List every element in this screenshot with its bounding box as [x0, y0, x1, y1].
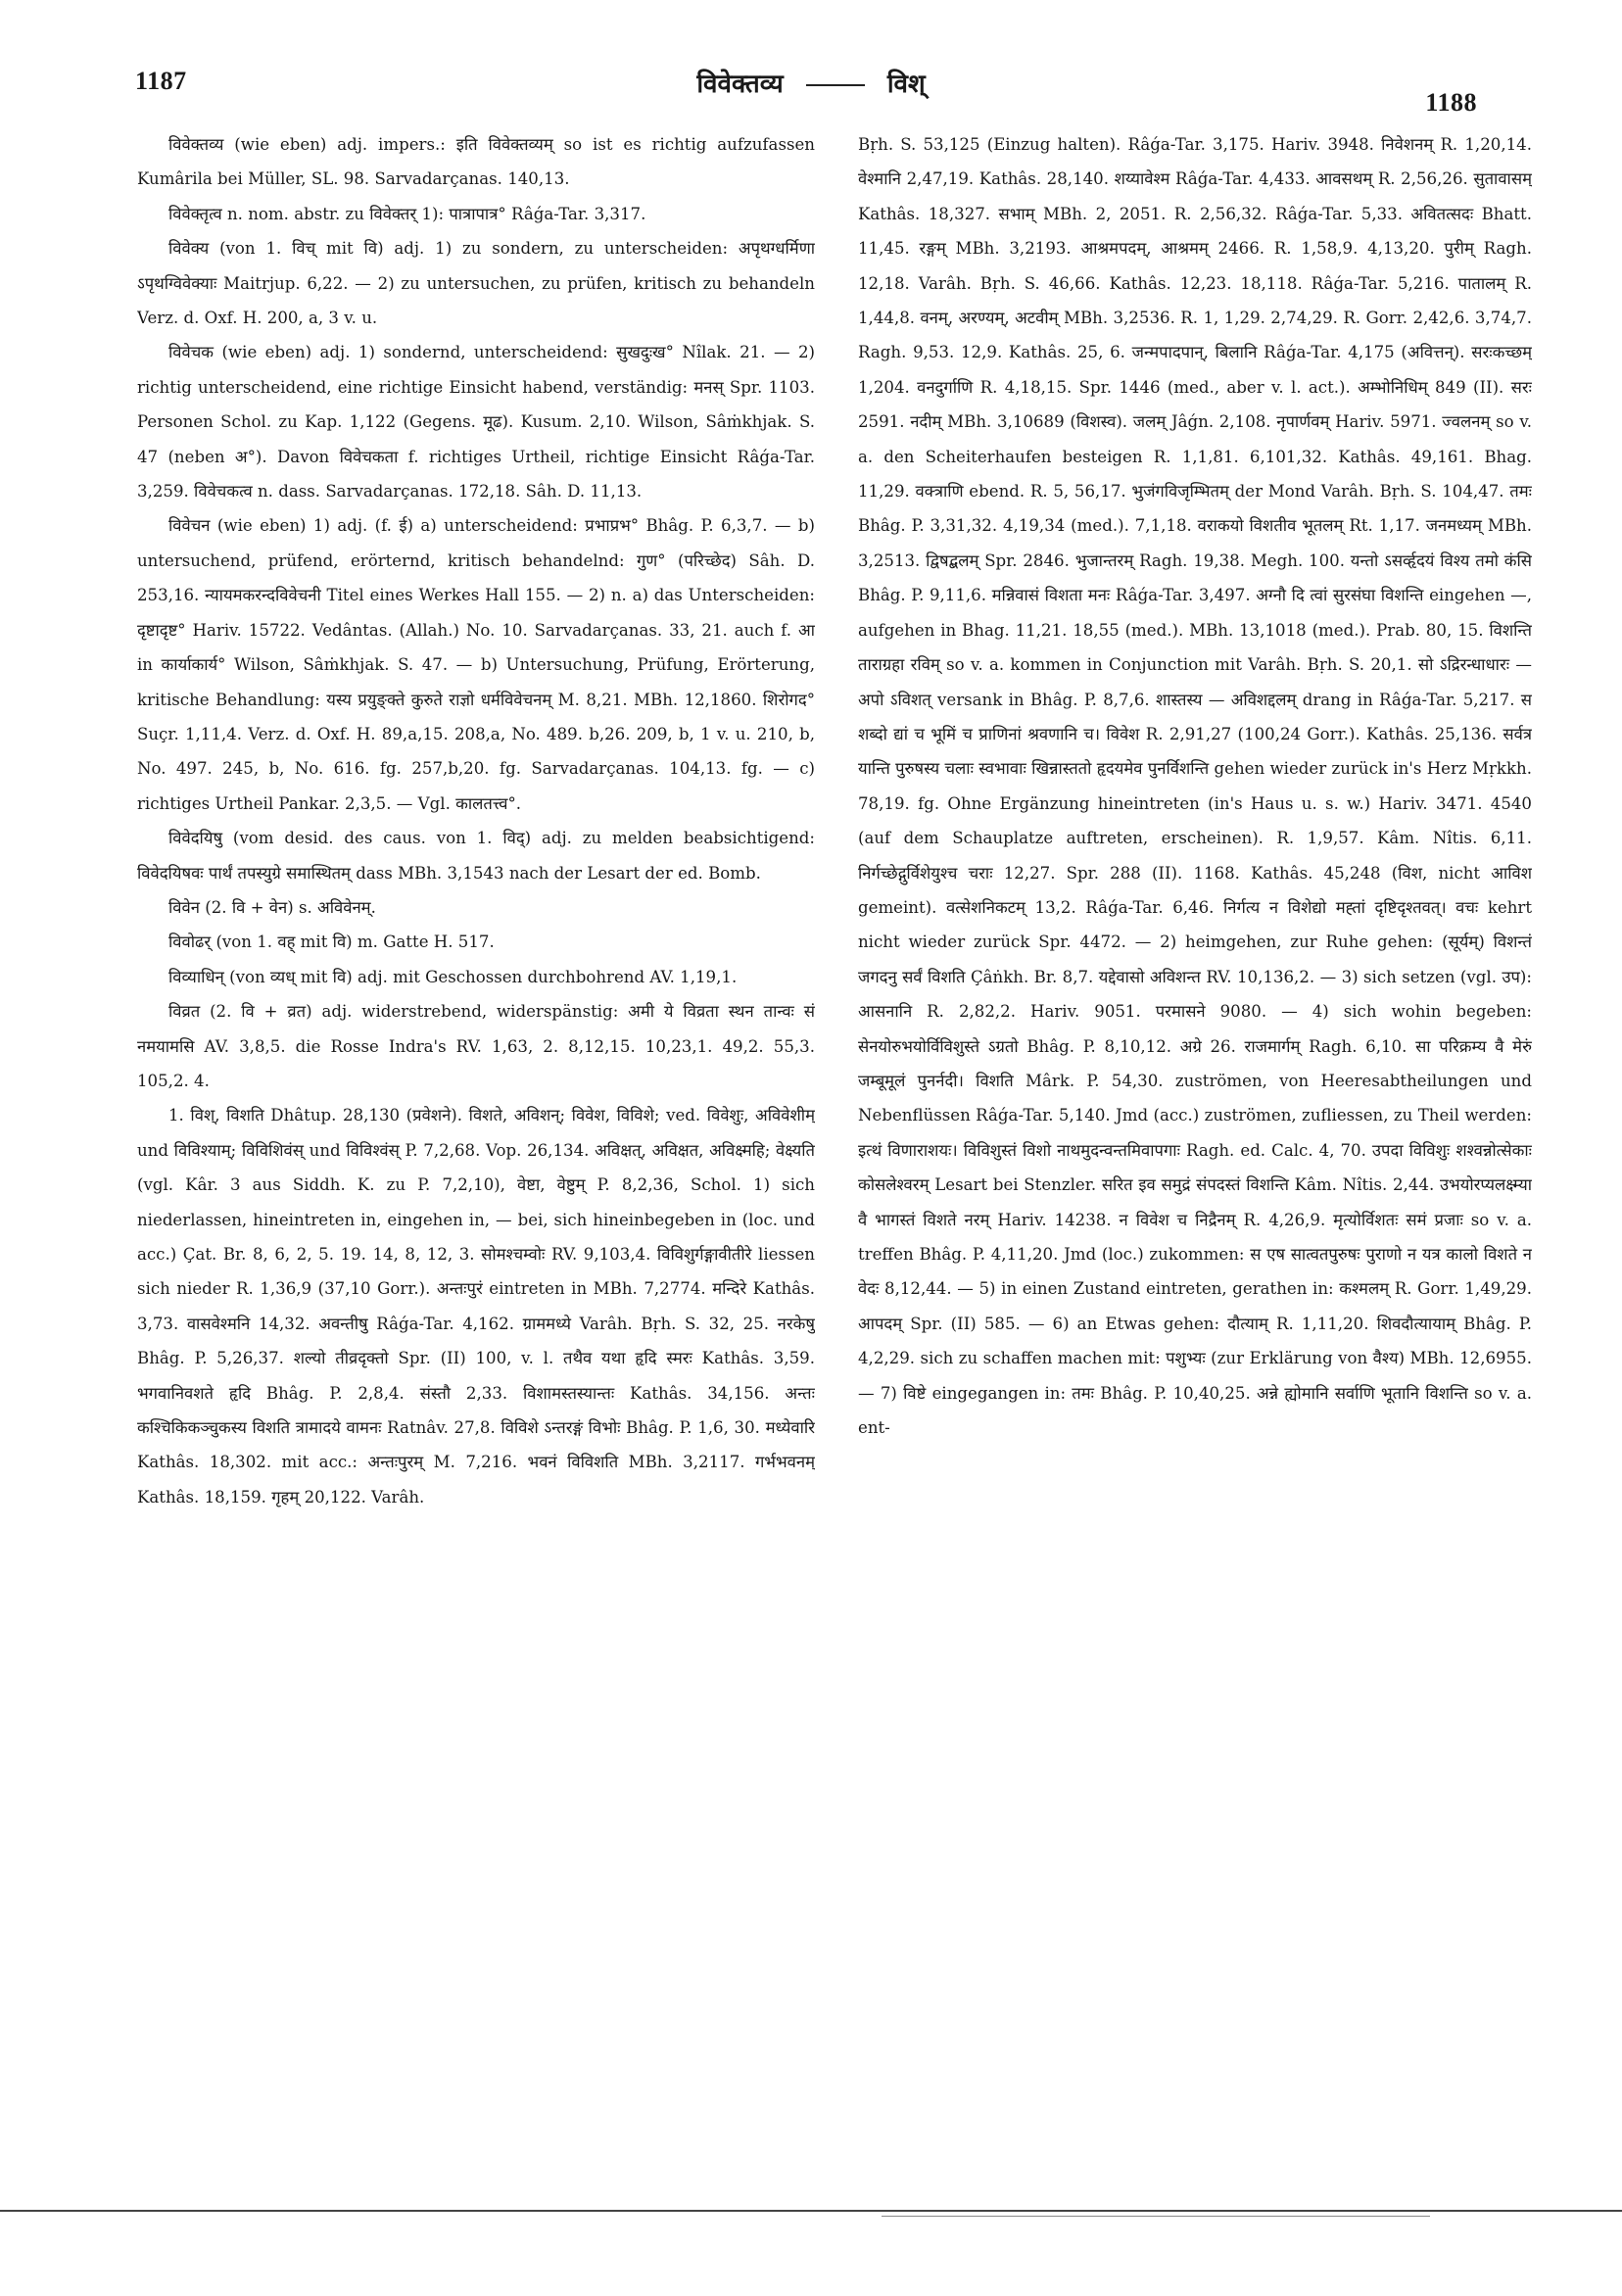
- entry-paragraph: विवेचक (wie eben) adj. 1) sondernd, unterscheidend: सुखदुःख° Nîlak. 21. — 2) richtig unterscheidend, eine richtige Einsicht habend, verständig: मनस् Spr. 1103. Personen Schol. zu Kap. 1,122 (Gegens. मूढ). Kusum. 2,10. Wilson, Sâṁkhjak. S. 47 (neben अ°). Davon विवेचकता f. richtiges Urtheil, richtige Einsicht Râǵa-Tar. 3,259. विवेचकत्व n. dass. Sarvadarçanas. 172,18. Sâh. D. 11,13.: [137, 343, 815, 502]
- headword-dash: [806, 84, 865, 86]
- entry-paragraph: विवेन (2. वि + वेन) s. अविवेनम्.: [168, 897, 376, 917]
- entry-paragraph: विवोढर् (von 1. वह् mit वि) m. Gatte H. 517.: [168, 933, 495, 952]
- entry-paragraph: विवेदयिषु (vom desid. des caus. von 1. विद्) adj. zu melden beabsichtigend: विवेदयिषवः पार्थं तपस्युग्रे समास्थितम् dass MBh. 3,1543 nach der Lesart der ed. Bomb.: [137, 829, 815, 883]
- entry-paragraph: 1. विश्, विशति Dhâtup. 28,130 (प्रवेशने). विशते, अविशन्; विवेश, विविशे; ved. विवेशुः, अविवेशीम् und विविश्याम्; विविशिवंस् und विविश्वंस् P. 7,2,68. Vop. 26,134. अविक्षत्, अविक्षत, अविक्ष्महि; वेक्ष्यति (vgl. Kâr. 3 aus Siddh. K. zu P. 7,2,10), वेष्टा, वेष्टुम् P. 8,2,36, Schol. 1) sich niederlassen, hineintreten in, eingehen in, — bei, sich hineinbegeben in (loc. und acc.) Çat. Br. 8, 6, 2, 5. 19. 14, 8, 12, 3. सोमश्चम्वोः RV. 9,103,4. विविशुर्गङ्गावीतीरे liessen sich nieder R. 1,36,9 (37,10 Gorr.). अन्तःपुरं eintreten in MBh. 7,2774. मन्दिरे Kathâs. 3,73. वासवेश्मनि 14,32. अवन्तीषु Râǵa-Tar. 4,162. ग्राममध्ये Varâh. Bṛh. S. 32, 25. नरकेषु Bhâg. P. 5,26,37. शल्यो तीव्रदृक्तो Spr. (II) 100, v. l. तथैव यथा हृदि स्मरः Kathâs. 3,59. भगवानिवशते हृदि Bhâg. P. 2,8,4. संस्तौ 2,33. विशामस्तस्यान्तः Kathâs. 34,156. अन्तः कश्चिकिकञ्चुकस्य विशति त्रामादये वामनः Ratnâv. 27,8. विविशे ऽन्तरङ्गं विभोः Bhâg. P. 1,6, 30. मध्येवारि Kathâs. 18,302. mit acc.: अन्तःपुरम् M. 7,216. भवनं विविशति MBh. 3,2117. गर्भभवनम् Kathâs. 18,159. गृहम् 20,122. Varâh.: [137, 1106, 815, 1507]
- entry-paragraph: विवेक्तृत्व n. nom. abstr. zu विवेक्तर् 1): पात्रापात्र° Râǵa-Tar. 3,317.: [168, 204, 646, 223]
- entry-paragraph: विव्याधिन् (von व्यध् mit वि) adj. mit Geschossen durchbohrend AV. 1,19,1.: [168, 967, 738, 986]
- left-column: [137, 127, 815, 2042]
- entry-paragraph: विवेचन (wie eben) 1) adj. (f. ई) a) unterscheidend: प्रभाप्रभ° Bhâg. P. 6,3,7. — b) untersuchend, prüfend, erörternd, kritisch behandelnd: गुण° (परिच्छेद) Sâh. D. 253,16. न्यायमकरन्दविवेचनी Titel eines Werkes Hall 155. — 2) n. a) das Unterscheiden: दृष्टादृष्ट° Hariv. 15722. Vedântas. (Allah.) No. 10. Sarvadarçanas. 33, 21. auch f. आ in कार्याकार्य° Wilson, Sâṁkhjak. S. 47. — b) Untersuchung, Prüfung, Erörterung, kritische Behandlung: यस्य प्रयुङ्क्ते कुरुते राज्ञो धर्मविवेचनम् M. 8,21. MBh. 12,1860. शिरोगद° Suçr. 1,11,4. Verz. d. Oxf. H. 89,a,15. 208,a, No. 489. b,26. 209, b, 1 v. u. 210, b, No. 497. 245, b, No. 616. fg. 257,b,20. fg. Sarvadarçanas. 104,13. fg. — c) richtiges Urtheil Pankar. 2,3,5. — Vgl. कालतत्त्व°.: [137, 516, 815, 813]
- running-head: [0, 65, 1622, 100]
- entry-paragraph: विव्रत (2. वि + व्रत) adj. widerstrebend, widerspänstig: अमी ये विव्रता स्थन तान्वः सं नमयामसि AV. 3,8,5. die Rosse Indra's RV. 1,63, 2. 8,12,15. 10,23,1. 49,2. 55,3. 105,2. 4.: [137, 1002, 815, 1090]
- entry-paragraph: Bṛh. S. 53,125 (Einzug halten). Râǵa-Tar. 3,175. Hariv. 3948. निवेशनम् R. 1,20,14. वेश्मानि 2,47,19. Kathâs. 28,140. शय्यावेश्म Râǵa-Tar. 4,433. आवसथम् R. 2,56,26. सुतावासम् Kathâs. 18,327. सभाम् MBh. 2, 2051. R. 2,56,32. Râǵa-Tar. 5,33. अवितत्सदः Bhatt. 11,45. रङ्गम् MBh. 3,2193. आश्रमपदम्, आश्रमम् 2466. R. 1,58,9. 4,13,20. पुरीम् Ragh. 12,18. Varâh. Bṛh. S. 46,66. Kathâs. 12,23. 18,118. Râǵa-Tar. 5,216. पातालम् R. 1,44,8. वनम्, अरण्यम्, अटवीम् MBh. 3,2536. R. 1, 1,29. 2,74,29. R. Gorr. 2,42,6. 3,74,7. Ragh. 9,53. 12,9. Kathâs. 25, 6. जन्मपादपान्, बिलानि Râǵa-Tar. 4,175 (अवित्तन्). सरःकच्छम् 1,204. वनदुर्गाणि R. 4,18,15. Spr. 1446 (med., aber v. l. act.). अम्भोनिधिम् 849 (II). सरः 2591. नदीम् MBh. 3,10689 (विशस्व). जलम् Jâǵn. 2,108. नृपार्णवम् Hariv. 5971. ज्वलनम् so v. a. den Scheiterhaufen besteigen R. 1,1,81. 6,101,32. Kathâs. 49,161. Bhag. 11,29. वक्त्राणि ebend. R. 5, 56,17. भुजंगविजृम्भितम् der Mond Varâh. Bṛh. S. 104,47. तमः Bhâg. P. 3,31,32. 4,19,34 (med.). 7,1,18. वराकयो विशतीव भूतलम् Rt. 1,17. जनमध्यम् MBh. 3,2513. द्विषद्बलम् Spr. 2846. भुजान्तरम् Ragh. 19,38. Megh. 100. यन्तो ऽसर्व्हृदयं विश्य तमो कंसि Bhâg. P. 9,11,6. मन्निवासं विशता मनः Râǵa-Tar. 3,497. अग्नौ दि त्वां सुरसंघा विशन्ति eingehen —, aufgehen in Bhag. 11,21. 18,55 (med.). MBh. 13,1018 (med.). Prab. 80, 15. विशन्ति ताराग्रहा रविम् so v. a. kommen in Conjunction mit Varâh. Bṛh. S. 20,1. सो ऽद्रिरन्धाधारः — अपो ऽविशत् versank in Bhâg. P. 8,7,6. शास्तस्य — अविशद्दलम् drang in Râǵa-Tar. 5,217. स शब्दो द्यां च भूमिं च प्राणिनां श्रवणानि च। विवेश R. 2,91,27 (100,24 Gorr.). Kathâs. 25,136. सर्वत्र यान्ति पुरुषस्य चलाः स्वभावाः खिन्नास्ततो हृदयमेव पुनर्विशन्ति gehen wieder zurück in's Herz Mṛkkh. 78,19. fg. Ohne Ergänzung hineintreten (in's Haus u. s. w.) Hariv. 3471. 4540 (auf dem Schauplatze auftreten, erscheinen). R. 1,9,57. Kâm. Nîtis. 6,11. निर्गच्छेद्गुर्विशेयुश्च चराः 12,27. Spr. 288 (II). 1168. Kathâs. 45,248 (विश, nicht आविश gemeint). वत्सेशनिकटम् 13,2. Râǵa-Tar. 6,46. निर्गत्य न विशेद्यो मह्तां दृष्टिदृश्तवत्। वचः kehrt nicht wieder zurück Spr. 4472. — 2) heimgehen, zur Ruhe gehen: (सूर्यम्) विशन्तं जगदनु सर्वं विशति Çâṅkh. Br. 8,7. यद्देवासो अविशन्त RV. 10,136,2. — 3) sich setzen (vgl. उप): आसनानि R. 2,82,2. Hariv. 9051. परमासने 9080. — 4) sich wohin begeben: सेनयोरुभयोर्विविशुस्ते ऽग्रतो Bhâg. P. 8,10,12. अग्रे 26. राजमार्गम् Ragh. 6,10. सा परिक्रम्य वै मेरुं जम्बूमूलं पुनर्नदी। विशति Mârk. P. 54,30. zuströmen, von Heeresabtheilungen und Nebenflüssen Râǵa-Tar. 5,140. Jmd (acc.) zuströmen, zufliessen, zu Theil werden: इत्थं विणाराशयः। विविशुस्तं विशो नाथमुदन्वन्तमिवापगाः Ragh. ed. Calc. 4, 70. उपदा विविशुः शश्वन्नोत्सेकाः कोसलेश्वरम् Lesart bei Stenzler. सरित इव समुद्रं संपदस्तं विशन्ति Kâm. Nîtis. 2,44. उभयोरप्यलक्ष्म्या वै भागस्तं विशते नरम् Hariv. 14238. न विवेश च निद्रैनम् R. 4,26,9. मृत्योर्विशतः समं प्रजाः so v. a. treffen Bhâg. P. 4,11,20. Jmd (loc.) zukommen: स एष सात्वतपुरुषः पुराणो न यत्र कालो विशते न वेदः 8,12,44. — 5) in einen Zustand eintreten, gerathen in: कश्मलम् R. Gorr. 1,49,29. आपदम् Spr. (II) 585. — 6) an Etwas gehen: दौत्याम् R. 1,11,20. शिवदौत्यायाम् Bhâg. P. 4,2,29. sich zu schaffen machen mit: पशुभ्यः (zur Erklärung von वैश्य) MBh. 12,6955. — 7) विष्टे eingegangen in: तमः Bhâg. P. 10,40,25. अन्ने ह्योमानि सर्वाणि भूतानि विशन्ति so v. a. ent-: [858, 135, 1532, 1438]
- page-number-left: 1187: [135, 67, 187, 95]
- page-bottom-rule: [0, 2210, 1622, 2212]
- page-number-right: 1188: [1425, 88, 1477, 117]
- headword-end: विश्: [886, 70, 926, 99]
- entry-paragraph: विवेक्य (von 1. विच् mit वि) adj. 1) zu sondern, zu unterscheiden: अपृथग्धर्मिणा ऽपृथग्विवेक्याः Maitrjup. 6,22. — 2) zu untersuchen, zu prüfen, kritisch zu behandeln Verz. d. Oxf. H. 200, a, 3 v. u.: [137, 239, 815, 328]
- right-column: [858, 127, 1532, 2042]
- page-bottom-dashed-rule: [882, 2216, 1430, 2217]
- headword-start: विवेक्तव्य: [696, 70, 784, 99]
- entry-paragraph: विवेक्तव्य (wie eben) adj. impers.: इति विवेक्तव्यम् so ist es richtig aufzufassen Kumârila bei Müller, SL. 98. Sarvadarçanas. 140,13.: [137, 135, 815, 189]
